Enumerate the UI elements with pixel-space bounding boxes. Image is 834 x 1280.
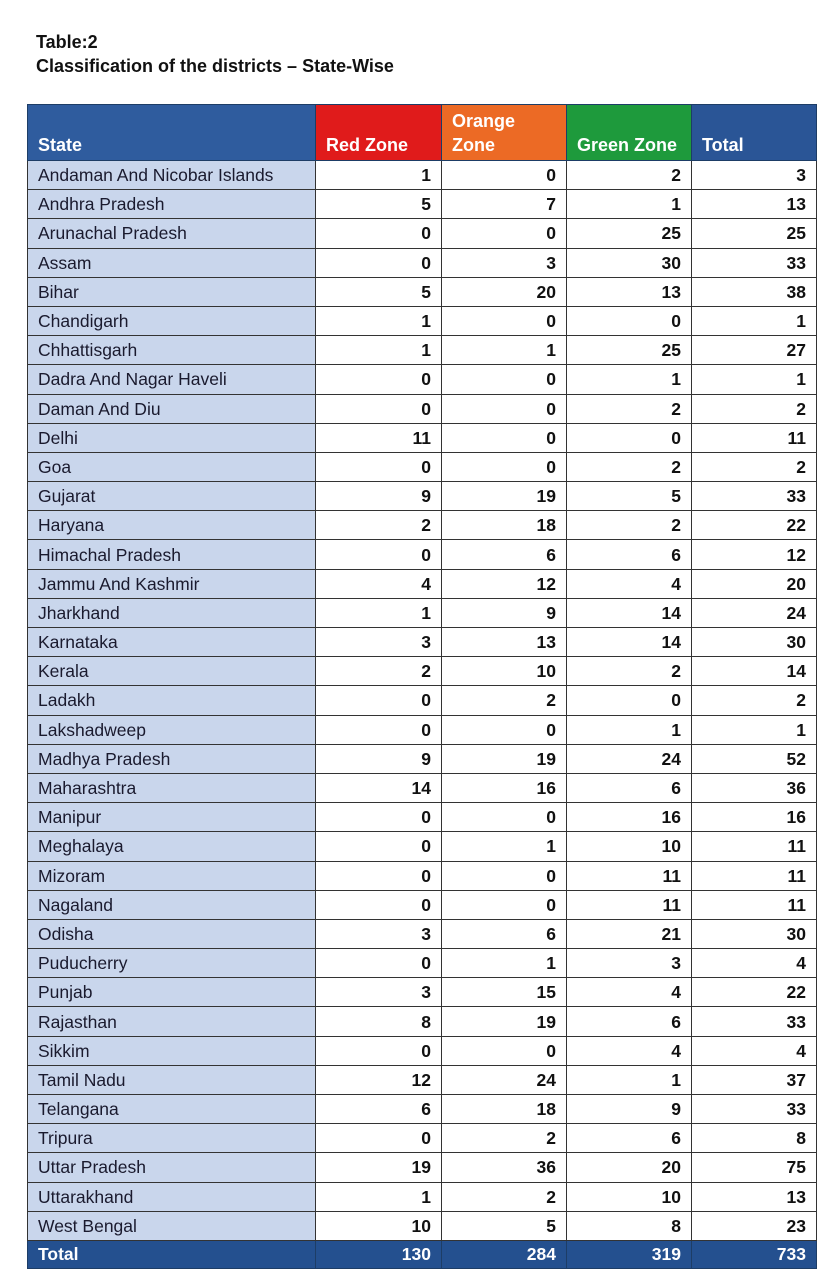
- total-cell: 33: [692, 1007, 817, 1036]
- table-row: [28, 219, 817, 248]
- red-zone-cell: 5: [316, 277, 442, 306]
- table-row: [28, 277, 817, 306]
- total-cell: 16: [692, 803, 817, 832]
- table-row: [28, 715, 817, 744]
- orange-zone-cell: 19: [442, 1007, 567, 1036]
- table-row: [28, 744, 817, 773]
- green-zone-cell: 4: [567, 978, 692, 1007]
- total-cell: 33: [692, 248, 817, 277]
- table-row: [28, 657, 817, 686]
- orange-zone-cell: 6: [442, 540, 567, 569]
- orange-zone-cell: 0: [442, 452, 567, 481]
- green-zone-cell: 5: [567, 482, 692, 511]
- table-row: [28, 832, 817, 861]
- table-row: [28, 161, 817, 190]
- table-row: [28, 1095, 817, 1124]
- total-cell: 38: [692, 277, 817, 306]
- red-zone-cell: 19: [316, 1153, 442, 1182]
- total-cell: 1: [692, 715, 817, 744]
- total-cell: 12: [692, 540, 817, 569]
- green-zone-cell: 2: [567, 657, 692, 686]
- total-cell: 4: [692, 1036, 817, 1065]
- state-cell: Tamil Nadu: [28, 1065, 316, 1094]
- red-zone-cell: 12: [316, 1065, 442, 1094]
- state-cell: Nagaland: [28, 890, 316, 919]
- red-zone-cell: 3: [316, 978, 442, 1007]
- total-cell: 1: [692, 306, 817, 335]
- total-cell: 1: [692, 365, 817, 394]
- green-zone-cell: 6: [567, 773, 692, 802]
- orange-zone-cell: 19: [442, 482, 567, 511]
- orange-zone-cell: 2: [442, 686, 567, 715]
- green-zone-cell: 11: [567, 890, 692, 919]
- header-orange-line1: Orange: [452, 111, 516, 131]
- table-row: [28, 949, 817, 978]
- green-zone-cell: 2: [567, 452, 692, 481]
- orange-zone-cell: 7: [442, 190, 567, 219]
- red-zone-cell: 2: [316, 511, 442, 540]
- table-header: [28, 105, 817, 161]
- green-zone-cell: 9: [567, 1095, 692, 1124]
- red-zone-cell: 0: [316, 1124, 442, 1153]
- red-zone-cell: 0: [316, 1036, 442, 1065]
- red-zone-cell: 0: [316, 803, 442, 832]
- state-cell: Andhra Pradesh: [28, 190, 316, 219]
- table-row: [28, 452, 817, 481]
- table-row: [28, 1211, 817, 1240]
- header-red-zone: Red Zone: [316, 105, 442, 161]
- green-zone-cell: 14: [567, 598, 692, 627]
- total-cell: 11: [692, 423, 817, 452]
- state-cell: Maharashtra: [28, 773, 316, 802]
- green-zone-cell: 0: [567, 686, 692, 715]
- red-zone-cell: 0: [316, 248, 442, 277]
- red-zone-cell: 0: [316, 540, 442, 569]
- state-cell: Ladakh: [28, 686, 316, 715]
- state-cell: Manipur: [28, 803, 316, 832]
- state-cell: Andaman And Nicobar Islands: [28, 161, 316, 190]
- totals-orange: 284: [442, 1240, 567, 1268]
- green-zone-cell: 0: [567, 306, 692, 335]
- header-row: [28, 105, 817, 161]
- green-zone-cell: 10: [567, 832, 692, 861]
- green-zone-cell: 30: [567, 248, 692, 277]
- red-zone-cell: 11: [316, 423, 442, 452]
- orange-zone-cell: 15: [442, 978, 567, 1007]
- orange-zone-cell: 2: [442, 1124, 567, 1153]
- orange-zone-cell: 1: [442, 949, 567, 978]
- state-cell: Mizoram: [28, 861, 316, 890]
- total-cell: 33: [692, 482, 817, 511]
- state-cell: Jharkhand: [28, 598, 316, 627]
- green-zone-cell: 4: [567, 1036, 692, 1065]
- state-cell: Madhya Pradesh: [28, 744, 316, 773]
- table-row: [28, 365, 817, 394]
- red-zone-cell: 0: [316, 861, 442, 890]
- total-cell: 14: [692, 657, 817, 686]
- header-green-zone: Green Zone: [567, 105, 692, 161]
- red-zone-cell: 6: [316, 1095, 442, 1124]
- table-row: [28, 628, 817, 657]
- state-cell: Haryana: [28, 511, 316, 540]
- title-block: [36, 30, 394, 78]
- orange-zone-cell: 1: [442, 832, 567, 861]
- total-cell: 24: [692, 598, 817, 627]
- orange-zone-cell: 18: [442, 1095, 567, 1124]
- orange-zone-cell: 9: [442, 598, 567, 627]
- orange-zone-cell: 0: [442, 890, 567, 919]
- totals-green: 319: [567, 1240, 692, 1268]
- table-row: [28, 803, 817, 832]
- table-row: [28, 569, 817, 598]
- state-cell: Lakshadweep: [28, 715, 316, 744]
- red-zone-cell: 0: [316, 365, 442, 394]
- table-row: [28, 336, 817, 365]
- state-cell: Daman And Diu: [28, 394, 316, 423]
- red-zone-cell: 9: [316, 482, 442, 511]
- table-row: [28, 540, 817, 569]
- state-cell: Chhattisgarh: [28, 336, 316, 365]
- total-cell: 2: [692, 686, 817, 715]
- red-zone-cell: 14: [316, 773, 442, 802]
- state-cell: Goa: [28, 452, 316, 481]
- red-zone-cell: 2: [316, 657, 442, 686]
- total-cell: 13: [692, 190, 817, 219]
- green-zone-cell: 4: [567, 569, 692, 598]
- orange-zone-cell: 0: [442, 1036, 567, 1065]
- red-zone-cell: 0: [316, 686, 442, 715]
- header-orange-line2: Zone: [452, 135, 495, 155]
- table-row: [28, 1153, 817, 1182]
- state-cell: Meghalaya: [28, 832, 316, 861]
- table-body: [28, 161, 817, 1241]
- header-total: Total: [692, 105, 817, 161]
- green-zone-cell: 6: [567, 1007, 692, 1036]
- state-cell: Dadra And Nagar Haveli: [28, 365, 316, 394]
- state-cell: Karnataka: [28, 628, 316, 657]
- state-cell: West Bengal: [28, 1211, 316, 1240]
- orange-zone-cell: 0: [442, 219, 567, 248]
- table-row: [28, 482, 817, 511]
- orange-zone-cell: 0: [442, 161, 567, 190]
- red-zone-cell: 0: [316, 452, 442, 481]
- total-cell: 11: [692, 861, 817, 890]
- red-zone-cell: 10: [316, 1211, 442, 1240]
- orange-zone-cell: 6: [442, 919, 567, 948]
- state-cell: Uttarakhand: [28, 1182, 316, 1211]
- table-row: [28, 394, 817, 423]
- total-cell: 25: [692, 219, 817, 248]
- total-cell: 13: [692, 1182, 817, 1211]
- table-row: [28, 1007, 817, 1036]
- green-zone-cell: 6: [567, 1124, 692, 1153]
- orange-zone-cell: 0: [442, 803, 567, 832]
- green-zone-cell: 25: [567, 219, 692, 248]
- total-cell: 4: [692, 949, 817, 978]
- total-cell: 52: [692, 744, 817, 773]
- table-number: Table:2: [36, 32, 98, 52]
- red-zone-cell: 4: [316, 569, 442, 598]
- orange-zone-cell: 2: [442, 1182, 567, 1211]
- orange-zone-cell: 3: [442, 248, 567, 277]
- state-cell: Rajasthan: [28, 1007, 316, 1036]
- green-zone-cell: 1: [567, 1065, 692, 1094]
- green-zone-cell: 21: [567, 919, 692, 948]
- green-zone-cell: 25: [567, 336, 692, 365]
- total-cell: 8: [692, 1124, 817, 1153]
- state-cell: Assam: [28, 248, 316, 277]
- green-zone-cell: 20: [567, 1153, 692, 1182]
- orange-zone-cell: 18: [442, 511, 567, 540]
- table-row: [28, 598, 817, 627]
- table-row: [28, 861, 817, 890]
- green-zone-cell: 10: [567, 1182, 692, 1211]
- total-cell: 23: [692, 1211, 817, 1240]
- table-row: [28, 248, 817, 277]
- total-cell: 2: [692, 452, 817, 481]
- total-cell: 33: [692, 1095, 817, 1124]
- orange-zone-cell: 20: [442, 277, 567, 306]
- totals-label: Total: [28, 1240, 316, 1268]
- table-row: [28, 978, 817, 1007]
- total-cell: 30: [692, 628, 817, 657]
- red-zone-cell: 0: [316, 890, 442, 919]
- green-zone-cell: 11: [567, 861, 692, 890]
- state-cell: Jammu And Kashmir: [28, 569, 316, 598]
- red-zone-cell: 0: [316, 394, 442, 423]
- table-row: [28, 686, 817, 715]
- red-zone-cell: 1: [316, 598, 442, 627]
- red-zone-cell: 5: [316, 190, 442, 219]
- red-zone-cell: 1: [316, 306, 442, 335]
- state-cell: Puducherry: [28, 949, 316, 978]
- table-row: [28, 190, 817, 219]
- red-zone-cell: 0: [316, 949, 442, 978]
- green-zone-cell: 24: [567, 744, 692, 773]
- green-zone-cell: 6: [567, 540, 692, 569]
- total-cell: 11: [692, 832, 817, 861]
- state-cell: Arunachal Pradesh: [28, 219, 316, 248]
- table-row: [28, 306, 817, 335]
- state-cell: Gujarat: [28, 482, 316, 511]
- orange-zone-cell: 12: [442, 569, 567, 598]
- state-cell: Kerala: [28, 657, 316, 686]
- total-cell: 3: [692, 161, 817, 190]
- green-zone-cell: 3: [567, 949, 692, 978]
- orange-zone-cell: 0: [442, 715, 567, 744]
- totals-total: 733: [692, 1240, 817, 1268]
- orange-zone-cell: 1: [442, 336, 567, 365]
- totals-row: [28, 1240, 817, 1268]
- green-zone-cell: 2: [567, 161, 692, 190]
- total-cell: 11: [692, 890, 817, 919]
- orange-zone-cell: 5: [442, 1211, 567, 1240]
- green-zone-cell: 8: [567, 1211, 692, 1240]
- table-row: [28, 423, 817, 452]
- table-caption: Classification of the districts – State-Wise: [36, 56, 394, 76]
- orange-zone-cell: 10: [442, 657, 567, 686]
- orange-zone-cell: 19: [442, 744, 567, 773]
- orange-zone-cell: 0: [442, 423, 567, 452]
- red-zone-cell: 1: [316, 336, 442, 365]
- total-cell: 75: [692, 1153, 817, 1182]
- state-cell: Uttar Pradesh: [28, 1153, 316, 1182]
- red-zone-cell: 9: [316, 744, 442, 773]
- green-zone-cell: 14: [567, 628, 692, 657]
- red-zone-cell: 0: [316, 219, 442, 248]
- table-row: [28, 890, 817, 919]
- table-row: [28, 511, 817, 540]
- green-zone-cell: 2: [567, 511, 692, 540]
- orange-zone-cell: 0: [442, 306, 567, 335]
- red-zone-cell: 0: [316, 715, 442, 744]
- green-zone-cell: 13: [567, 277, 692, 306]
- red-zone-cell: 8: [316, 1007, 442, 1036]
- table-row: [28, 1036, 817, 1065]
- table-row: [28, 1065, 817, 1094]
- orange-zone-cell: 13: [442, 628, 567, 657]
- total-cell: 22: [692, 511, 817, 540]
- orange-zone-cell: 0: [442, 394, 567, 423]
- green-zone-cell: 0: [567, 423, 692, 452]
- total-cell: 27: [692, 336, 817, 365]
- total-cell: 2: [692, 394, 817, 423]
- total-cell: 36: [692, 773, 817, 802]
- table-row: [28, 1124, 817, 1153]
- table-row: [28, 773, 817, 802]
- red-zone-cell: 3: [316, 919, 442, 948]
- state-cell: Telangana: [28, 1095, 316, 1124]
- orange-zone-cell: 0: [442, 365, 567, 394]
- state-cell: Punjab: [28, 978, 316, 1007]
- orange-zone-cell: 24: [442, 1065, 567, 1094]
- state-cell: Odisha: [28, 919, 316, 948]
- red-zone-cell: 0: [316, 832, 442, 861]
- table-row: [28, 919, 817, 948]
- state-cell: Himachal Pradesh: [28, 540, 316, 569]
- orange-zone-cell: 0: [442, 861, 567, 890]
- state-cell: Delhi: [28, 423, 316, 452]
- total-cell: 20: [692, 569, 817, 598]
- header-orange-zone: [442, 105, 567, 161]
- state-cell: Bihar: [28, 277, 316, 306]
- red-zone-cell: 3: [316, 628, 442, 657]
- green-zone-cell: 1: [567, 190, 692, 219]
- red-zone-cell: 1: [316, 161, 442, 190]
- total-cell: 22: [692, 978, 817, 1007]
- total-cell: 37: [692, 1065, 817, 1094]
- state-cell: Tripura: [28, 1124, 316, 1153]
- green-zone-cell: 16: [567, 803, 692, 832]
- header-state: State: [28, 105, 316, 161]
- green-zone-cell: 1: [567, 365, 692, 394]
- state-cell: Sikkim: [28, 1036, 316, 1065]
- state-cell: Chandigarh: [28, 306, 316, 335]
- orange-zone-cell: 16: [442, 773, 567, 802]
- districts-table: [27, 104, 817, 1269]
- green-zone-cell: 1: [567, 715, 692, 744]
- totals-red: 130: [316, 1240, 442, 1268]
- total-cell: 30: [692, 919, 817, 948]
- table-row: [28, 1182, 817, 1211]
- table-footer: [28, 1240, 817, 1268]
- red-zone-cell: 1: [316, 1182, 442, 1211]
- orange-zone-cell: 36: [442, 1153, 567, 1182]
- green-zone-cell: 2: [567, 394, 692, 423]
